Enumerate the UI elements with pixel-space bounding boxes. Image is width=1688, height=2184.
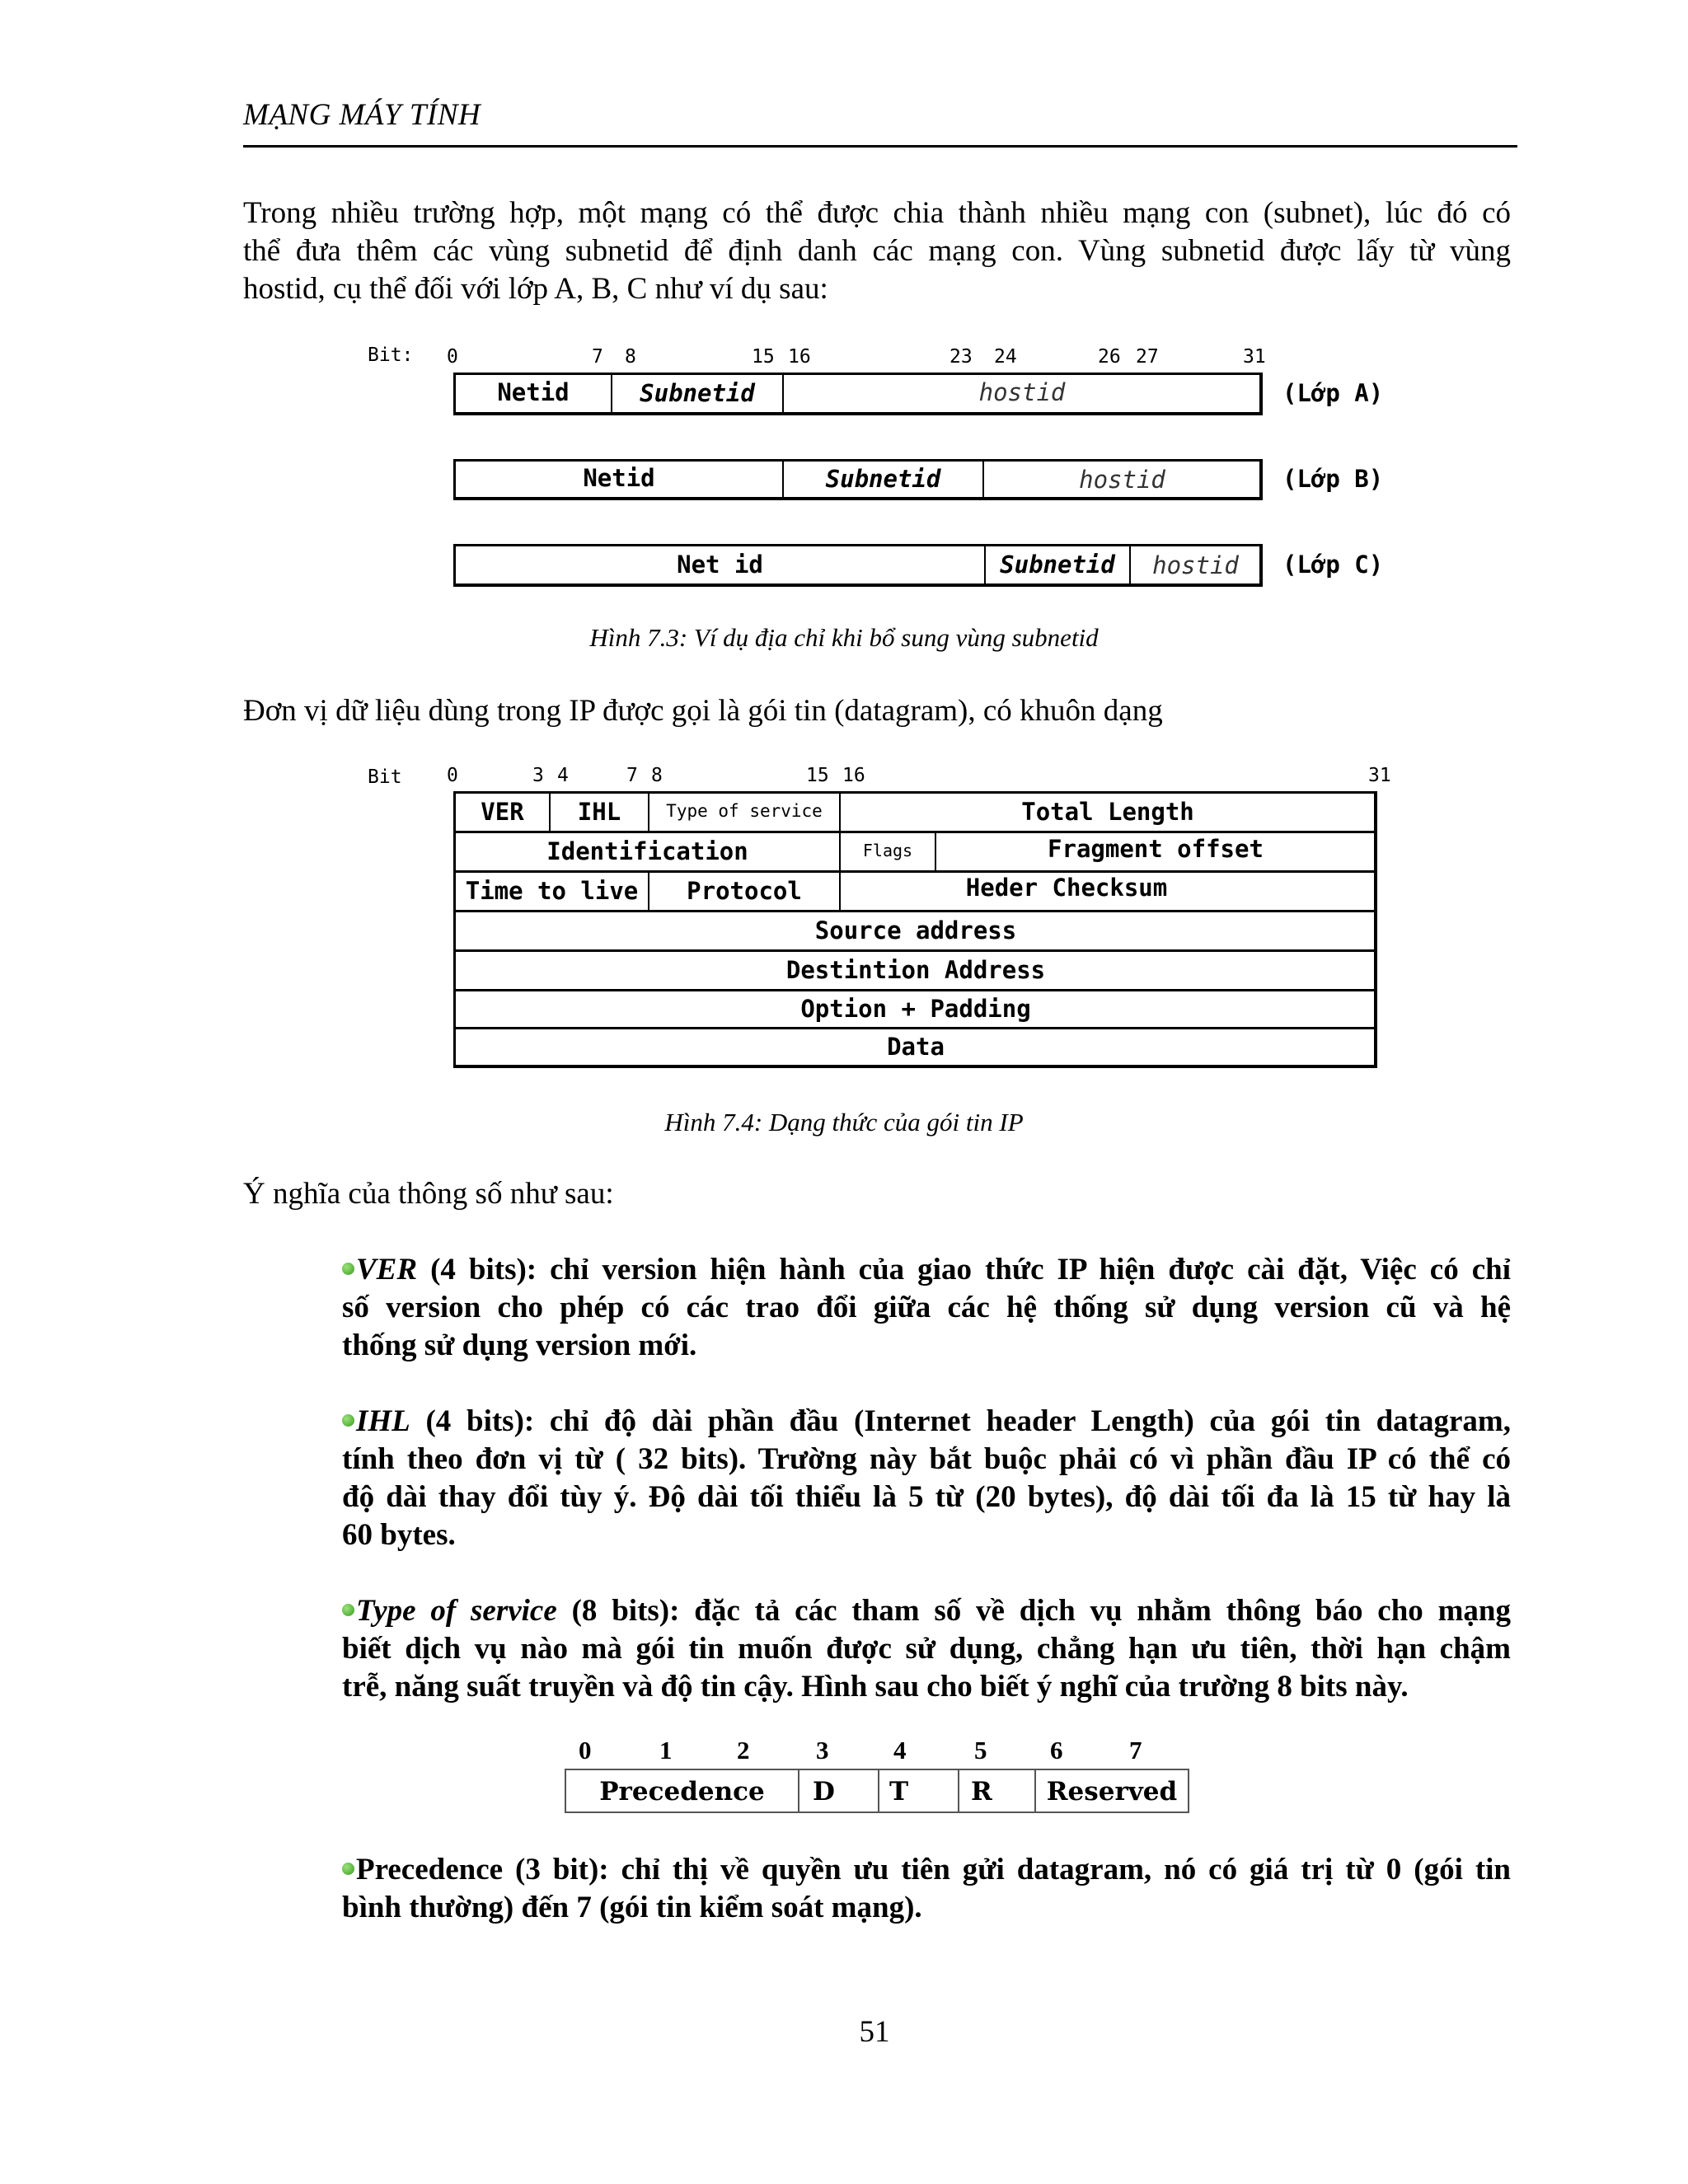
option-padding-field: Option + Padding — [800, 995, 1031, 1023]
bullet-text: (4 bits): chỉ version hiện hành của giao thức IP hiện được cài đặt, Việc có chỉ — [417, 1253, 1511, 1286]
subnetid-field: Subnetid — [825, 465, 941, 493]
type-of-service-field: Type of service — [666, 801, 823, 821]
reliability-field: R — [971, 1777, 992, 1807]
tos-bit-number: 6 — [1050, 1736, 1063, 1765]
flags-field: Flags — [862, 841, 913, 860]
time-to-live-field: Time to live — [465, 877, 639, 905]
bullet-ihl-line-4: 60 bytes. — [342, 1518, 456, 1552]
hostid-field: hostid — [1079, 466, 1165, 494]
bit-label: Bit — [368, 766, 402, 788]
netid-field: Net id — [677, 551, 763, 579]
bullet-icon — [342, 1604, 354, 1616]
intro-paragraph — [243, 194, 1511, 308]
bit-number: 26 — [1098, 346, 1121, 368]
bullet-text: (4 bits): chỉ độ dài phần đầu (Internet header Length) của gói tin datagram, — [410, 1404, 1511, 1438]
bullet-icon — [342, 1414, 354, 1427]
protocol-field: Protocol — [687, 877, 802, 905]
running-header: MẠNG MÁY TÍNH — [243, 98, 481, 132]
subnetid-field: Subnetid — [1000, 551, 1115, 579]
bit-number: 8 — [651, 765, 663, 786]
ihl-field: IHL — [577, 798, 621, 826]
bit-number: 31 — [1368, 765, 1391, 786]
destination-address-field: Destintion Address — [785, 956, 1046, 984]
reserved-field: Reserved — [1046, 1777, 1178, 1807]
bullet-text: (8 bits): đặc tả các tham số về dịch vụ nhằm thông báo cho mạng — [556, 1594, 1511, 1628]
bullet-precedence — [342, 1851, 1511, 1927]
bit-number: 15 — [752, 346, 775, 368]
bit-number: 7 — [592, 346, 603, 368]
data-field: Data — [887, 1033, 945, 1061]
class-a-label: (Lớp A) — [1282, 379, 1384, 407]
throughput-field: T — [889, 1777, 909, 1807]
datagram-intro: Đơn vị dữ liệu dùng trong IP được gọi là gói tin (datagram), có khuôn dạng — [243, 694, 1163, 728]
bullet-ver-line-2: số version cho phép có các trao đổi giữa các hệ thống sử dụng version cũ và hệ — [342, 1291, 1511, 1324]
bullet-precedence-line-2: bình thường) đến 7 (gói tin kiểm soát mạng). — [342, 1891, 922, 1924]
bullet-ihl-line-1 — [342, 1403, 1511, 1441]
ihl-term: IHL — [356, 1404, 410, 1438]
intro-line-3: hostid, cụ thể đối với lớp A, B, C như ví dụ sau: — [243, 272, 828, 306]
tos-bit-number: 7 — [1129, 1736, 1142, 1765]
bullet-icon — [342, 1863, 354, 1875]
bit-number: 23 — [950, 346, 973, 368]
subnetid-field: Subnetid — [640, 379, 755, 407]
bullet-ver-line-1 — [342, 1251, 1511, 1289]
bullet-ihl — [342, 1403, 1511, 1554]
bit-number: 24 — [994, 346, 1017, 368]
ver-field: VER — [481, 798, 524, 826]
tos-bit-number: 2 — [737, 1736, 750, 1765]
fragment-offset-field: Fragment offset — [1048, 835, 1264, 863]
bit-number: 15 — [806, 765, 829, 786]
header-checksum-field: Heder Checksum — [965, 874, 1168, 902]
meaning-heading: Ý nghĩa của thông số như sau: — [243, 1177, 614, 1211]
bit-number: 27 — [1136, 346, 1159, 368]
bit-number: 4 — [557, 765, 569, 786]
tos-bit-number: 5 — [974, 1736, 987, 1765]
bit-number: 7 — [626, 765, 638, 786]
hostid-field: hostid — [978, 378, 1066, 406]
bit-number: 31 — [1243, 346, 1266, 368]
class-c-label: (Lớp C) — [1282, 551, 1384, 579]
source-address-field: Source address — [814, 916, 1017, 944]
class-b-label: (Lớp B) — [1282, 465, 1384, 493]
bullet-text: Precedence (3 bit): chỉ thị về quyền ưu tiên gửi datagram, nó có giá trị từ 0 (gói tin — [356, 1853, 1511, 1886]
bullet-tos-line-1 — [342, 1592, 1511, 1630]
bit-number: 3 — [532, 765, 544, 786]
intro-line-1: Trong nhiều trường hợp, một mạng có thể được chia thành nhiều mạng con (subnet), lúc đó có — [243, 196, 1511, 230]
tos-bit-number: 4 — [893, 1736, 907, 1765]
figure-7-3-caption: Hình 7.3: Ví dụ địa chỉ khi bổ sung vùng subnetid — [589, 623, 1099, 652]
bit-number: 8 — [625, 346, 636, 368]
identification-field: Identification — [546, 837, 748, 865]
ver-term: VER — [356, 1253, 418, 1286]
tos-bit-number: 1 — [659, 1736, 673, 1765]
tos-term: Type of service — [356, 1594, 557, 1628]
bit-number: 0 — [447, 346, 458, 368]
tos-bit-number: 3 — [816, 1736, 829, 1765]
bullet-tos-line-3: trễ, năng suất truyền và độ tin cậy. Hình sau cho biết ý nghĩ của trường 8 bits này. — [342, 1670, 1409, 1704]
bullet-type-of-service — [342, 1592, 1511, 1706]
tos-bit-number: 0 — [579, 1736, 592, 1765]
netid-field: Netid — [497, 378, 570, 406]
netid-field: Netid — [583, 464, 655, 492]
precedence-field: Precedence — [599, 1777, 765, 1807]
bullet-ihl-line-2: tính theo đơn vị từ ( 32 bits). Trường này bắt buộc phải có vì phần đầu IP có thể có — [342, 1442, 1511, 1476]
intro-line-2: thể đưa thêm các vùng subnetid để định danh các mạng con. Vùng subnetid được lấy từ vùng — [243, 234, 1511, 268]
header-rule — [243, 145, 1517, 148]
bullet-precedence-line-1 — [342, 1851, 1511, 1889]
bit-number: 16 — [788, 346, 811, 368]
bullet-icon — [342, 1263, 354, 1275]
bit-label: Bit: — [368, 344, 414, 366]
bit-number: 0 — [447, 765, 458, 786]
bullet-ver-line-3: thống sử dụng version mới. — [342, 1329, 697, 1362]
hostid-field: hostid — [1152, 551, 1239, 579]
figure-7-4-caption: Hình 7.4: Dạng thức của gói tin IP — [664, 1108, 1024, 1137]
delay-field: D — [813, 1777, 835, 1807]
bullet-ver — [342, 1251, 1511, 1365]
bullet-tos-line-2: biết dịch vụ nào mà gói tin muốn được sử dụng, chẳng hạn ưu tiên, thời hạn chậm — [342, 1632, 1511, 1666]
bullet-ihl-line-3: độ dài thay đổi tùy ý. Độ dài tối thiểu là 5 từ (20 bytes), độ dài tối đa là 15 từ hay là — [342, 1480, 1511, 1514]
bit-number: 16 — [842, 765, 865, 786]
page-number: 51 — [859, 2015, 890, 2049]
total-length-field: Total Length — [1021, 798, 1194, 826]
